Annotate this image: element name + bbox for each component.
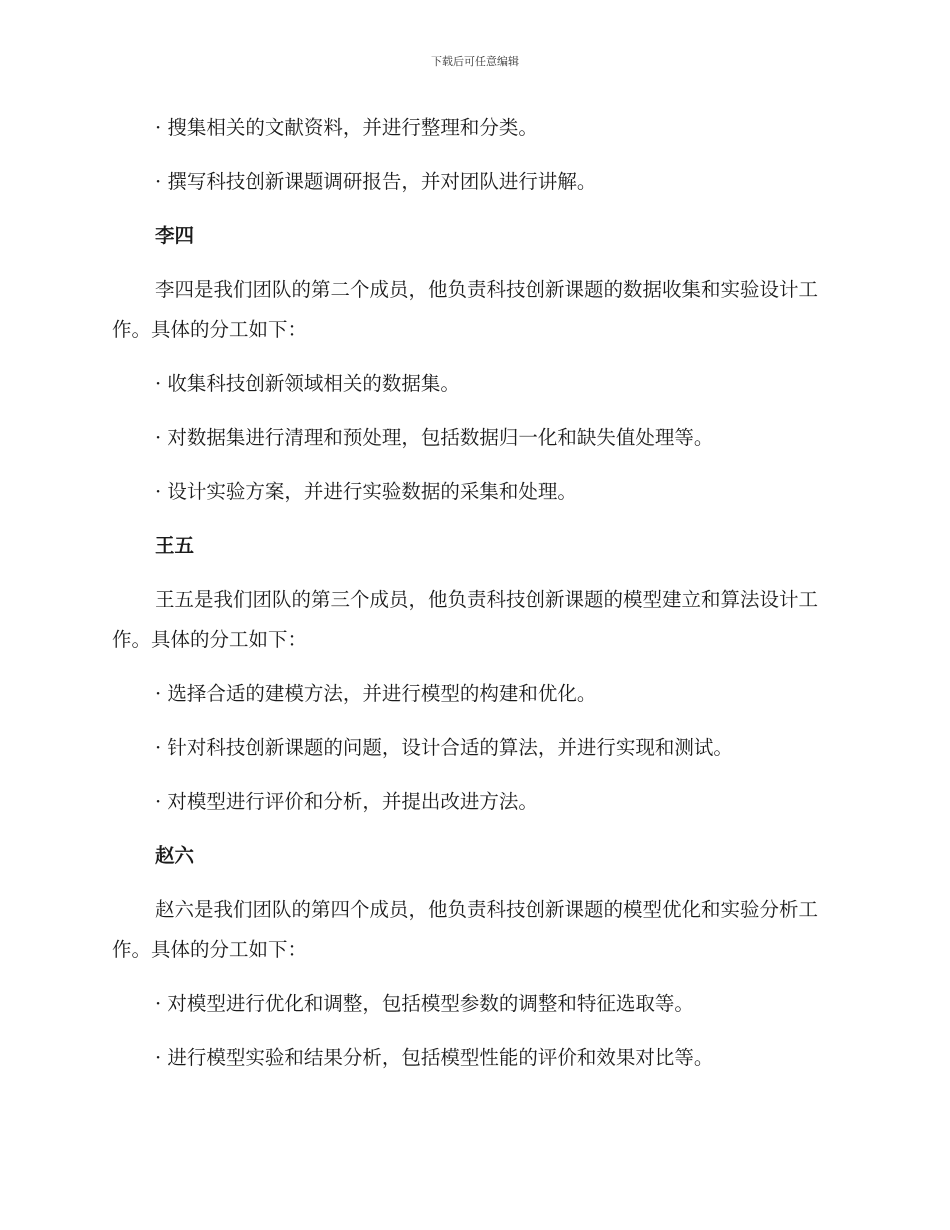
bullet-item: · 对模型进行评价和分析，并提出改进方法。 — [155, 790, 538, 813]
bullet-item: · 选择合适的建模方法，并进行模型的构建和优化。 — [155, 682, 597, 705]
bullet-item: · 对数据集进行清理和预处理，包括数据归一化和缺失值处理等。 — [155, 426, 714, 449]
page-header: 下载后可任意编辑 — [431, 55, 519, 68]
section-heading: 赵六 — [155, 844, 195, 867]
bullet-item: · 搜集相关的文献资料，并进行整理和分类。 — [155, 116, 538, 139]
paragraph: 王五是我们团队的第三个成员，他负责科技创新课题的模型建立和算法设计工作。具体的分工如下： — [112, 588, 819, 651]
bullet-item: · 进行模型实验和结果分析，包括模型性能的评价和效果对比等。 — [155, 1046, 714, 1069]
paragraph: 李四是我们团队的第二个成员，他负责科技创新课题的数据收集和实验设计工作。具体的分工如下： — [112, 278, 819, 341]
section-heading: 王五 — [155, 534, 195, 557]
bullet-item: · 收集科技创新领域相关的数据集。 — [155, 372, 460, 395]
bullet-item: · 撰写科技创新课题调研报告，并对团队进行讲解。 — [155, 170, 597, 193]
section-heading: 李四 — [155, 224, 195, 247]
bullet-item: · 对模型进行优化和调整，包括模型参数的调整和特征选取等。 — [155, 992, 694, 1015]
document-body — [112, 108, 838, 1092]
bullet-item: · 设计实验方案，并进行实验数据的采集和处理。 — [155, 480, 577, 503]
bullet-item: · 针对科技创新课题的问题，设计合适的算法，并进行实现和测试。 — [155, 736, 733, 759]
paragraph: 赵六是我们团队的第四个成员，他负责科技创新课题的模型优化和实验分析工作。具体的分工如下： — [112, 898, 819, 961]
